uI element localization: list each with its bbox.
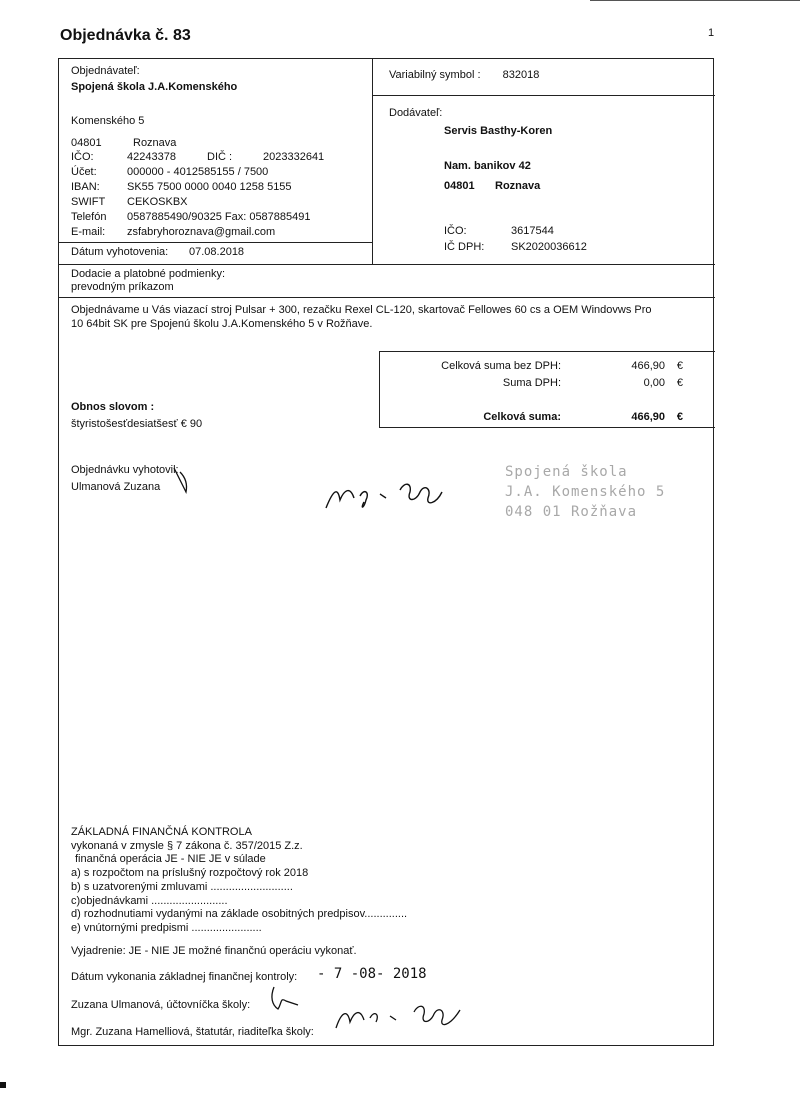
supplier-icdph-label: IČ DPH: xyxy=(444,241,485,253)
vat-currency: € xyxy=(676,377,683,389)
buyer-account-label: Účet: xyxy=(71,166,97,178)
buyer-email-label: E-mail: xyxy=(71,226,106,238)
buyer-street: Komenského 5 xyxy=(71,115,145,127)
grand-total-value: 466,90 xyxy=(631,411,665,423)
words-value: štyristošesťdesiatšesť € 90 xyxy=(71,418,203,430)
buyer-name: Spojená škola J.A.Komenského xyxy=(71,81,238,93)
supplier-ico: 3617544 xyxy=(511,225,554,237)
buyer-zip: 04801 xyxy=(71,137,102,149)
supplier-ico-label: IČO: xyxy=(444,225,467,237)
prepared-label: Objednávku vyhotovil: xyxy=(71,464,179,476)
control-date-value: - 7 -08- 2018 xyxy=(317,966,427,982)
control-statement: Vyjadrenie: JE - NIE JE možné finančnú operáciu vykonať. xyxy=(71,945,357,957)
supplier-city: Roznava xyxy=(495,180,541,192)
accountant-signature xyxy=(268,985,308,1015)
stamp-line-3: 048 01 Rožňava xyxy=(505,504,638,520)
order-date-label: Dátum vyhotovenia: xyxy=(71,246,169,258)
divider-date xyxy=(59,242,372,243)
buyer-dic-label: DIČ : xyxy=(207,151,233,163)
control-c: c)objednávkami ......................... xyxy=(71,895,228,907)
control-operation: finančná operácia JE - NIE JE v súlade xyxy=(75,853,266,865)
order-date: 07.08.2018 xyxy=(189,246,245,258)
control-e: e) vnútornými predpismi ....................... xyxy=(71,922,262,934)
supplier-street: Nam. banikov 42 xyxy=(444,160,531,172)
page-number: 1 xyxy=(708,27,715,39)
buyer-account: 000000 - 4012585155 / 7500 xyxy=(127,166,269,178)
conditions-label: Dodacie a platobné podmienky: xyxy=(71,268,226,280)
buyer-phone: 0587885490/90325 Fax: 0587885491 xyxy=(127,211,311,223)
document-title: Objednávka č. 83 xyxy=(60,27,191,44)
order-text-line1: Objednávame u Vás viazací stroj Pulsar + 300, rezačku Rexel CL-120, skartovač Fellowes 60 cs a OEM Windovws Pro xyxy=(71,304,652,316)
order-form-frame xyxy=(58,58,714,1046)
accountant-initial-mark xyxy=(170,462,200,502)
control-date-label: Dátum vykonania základnej finančnej kontroly: xyxy=(71,971,298,983)
control-title: ZÁKLADNÁ FINANČNÁ KONTROLA xyxy=(71,826,252,838)
director-signature xyxy=(320,478,460,518)
supplier-zip: 04801 xyxy=(444,180,475,192)
buyer-label: Objednávateľ: xyxy=(71,65,140,77)
divider-varsym xyxy=(372,95,715,96)
buyer-swift: CEKOSKBX xyxy=(127,196,188,208)
control-d: d) rozhodnutiami vydanými na základe osobitných predpisov.............. xyxy=(71,908,408,920)
words-label: Obnos slovom : xyxy=(71,401,155,413)
buyer-email: zsfabryhoroznava@gmail.com xyxy=(127,226,276,238)
buyer-dic: 2023332641 xyxy=(263,151,325,163)
vat-label: Suma DPH: xyxy=(502,377,561,389)
buyer-iban-label: IBAN: xyxy=(71,181,100,193)
buyer-city: Roznava xyxy=(133,137,177,149)
divider-order xyxy=(59,297,715,298)
buyer-ico: 42243378 xyxy=(127,151,176,163)
net-currency: € xyxy=(676,360,683,372)
stamp-line-2: J.A. Komenského 5 xyxy=(505,484,666,500)
divider-vertical xyxy=(372,59,373,264)
grand-total-label: Celková suma: xyxy=(483,411,561,423)
director-line: Mgr. Zuzana Hamelliová, štatutár, riaditeľka školy: xyxy=(71,1026,314,1038)
conditions-value: prevodným príkazom xyxy=(71,281,174,293)
net-total-value: 466,90 xyxy=(631,360,665,372)
scan-edge-line xyxy=(590,0,800,1)
divider-conditions xyxy=(59,264,715,265)
stamp-line-1: Spojená škola xyxy=(505,464,628,480)
order-text-line2: 10 64bit SK pre Spojenú školu J.A.Komenského 5 v Rožňave. xyxy=(71,318,373,330)
control-law: vykonaná v zmysle § 7 zákona č. 357/2015 Z.z. xyxy=(71,840,303,852)
school-stamp xyxy=(505,462,665,522)
variable-symbol-value: 832018 xyxy=(502,69,540,81)
net-total-label: Celková suma bez DPH: xyxy=(441,360,561,372)
buyer-ico-label: IČO: xyxy=(71,151,94,163)
variable-symbol-label: Variabilný symbol : xyxy=(389,69,481,81)
control-a: a) s rozpočtom na príslušný rozpočtový rok 2018 xyxy=(71,867,309,879)
vat-value: 0,00 xyxy=(643,377,665,389)
supplier-label: Dodávateľ: xyxy=(389,107,443,119)
buyer-iban: SK55 7500 0000 0040 1258 5155 xyxy=(127,181,292,193)
control-b: b) s uzatvorenými zmluvami ........................... xyxy=(71,881,293,893)
prepared-name: Ulmanová Zuzana xyxy=(71,481,161,493)
grand-total-currency: € xyxy=(676,411,683,423)
director-signature-bottom xyxy=(330,1000,480,1036)
buyer-swift-label: SWIFT xyxy=(71,196,106,208)
accountant-line: Zuzana Ulmanová, účtovníčka školy: xyxy=(71,999,251,1011)
buyer-phone-label: Telefón xyxy=(71,211,107,223)
supplier-icdph: SK2020036612 xyxy=(511,241,587,253)
scan-corner-mark xyxy=(0,1082,6,1088)
supplier-name: Servis Basthy-Koren xyxy=(444,125,553,137)
